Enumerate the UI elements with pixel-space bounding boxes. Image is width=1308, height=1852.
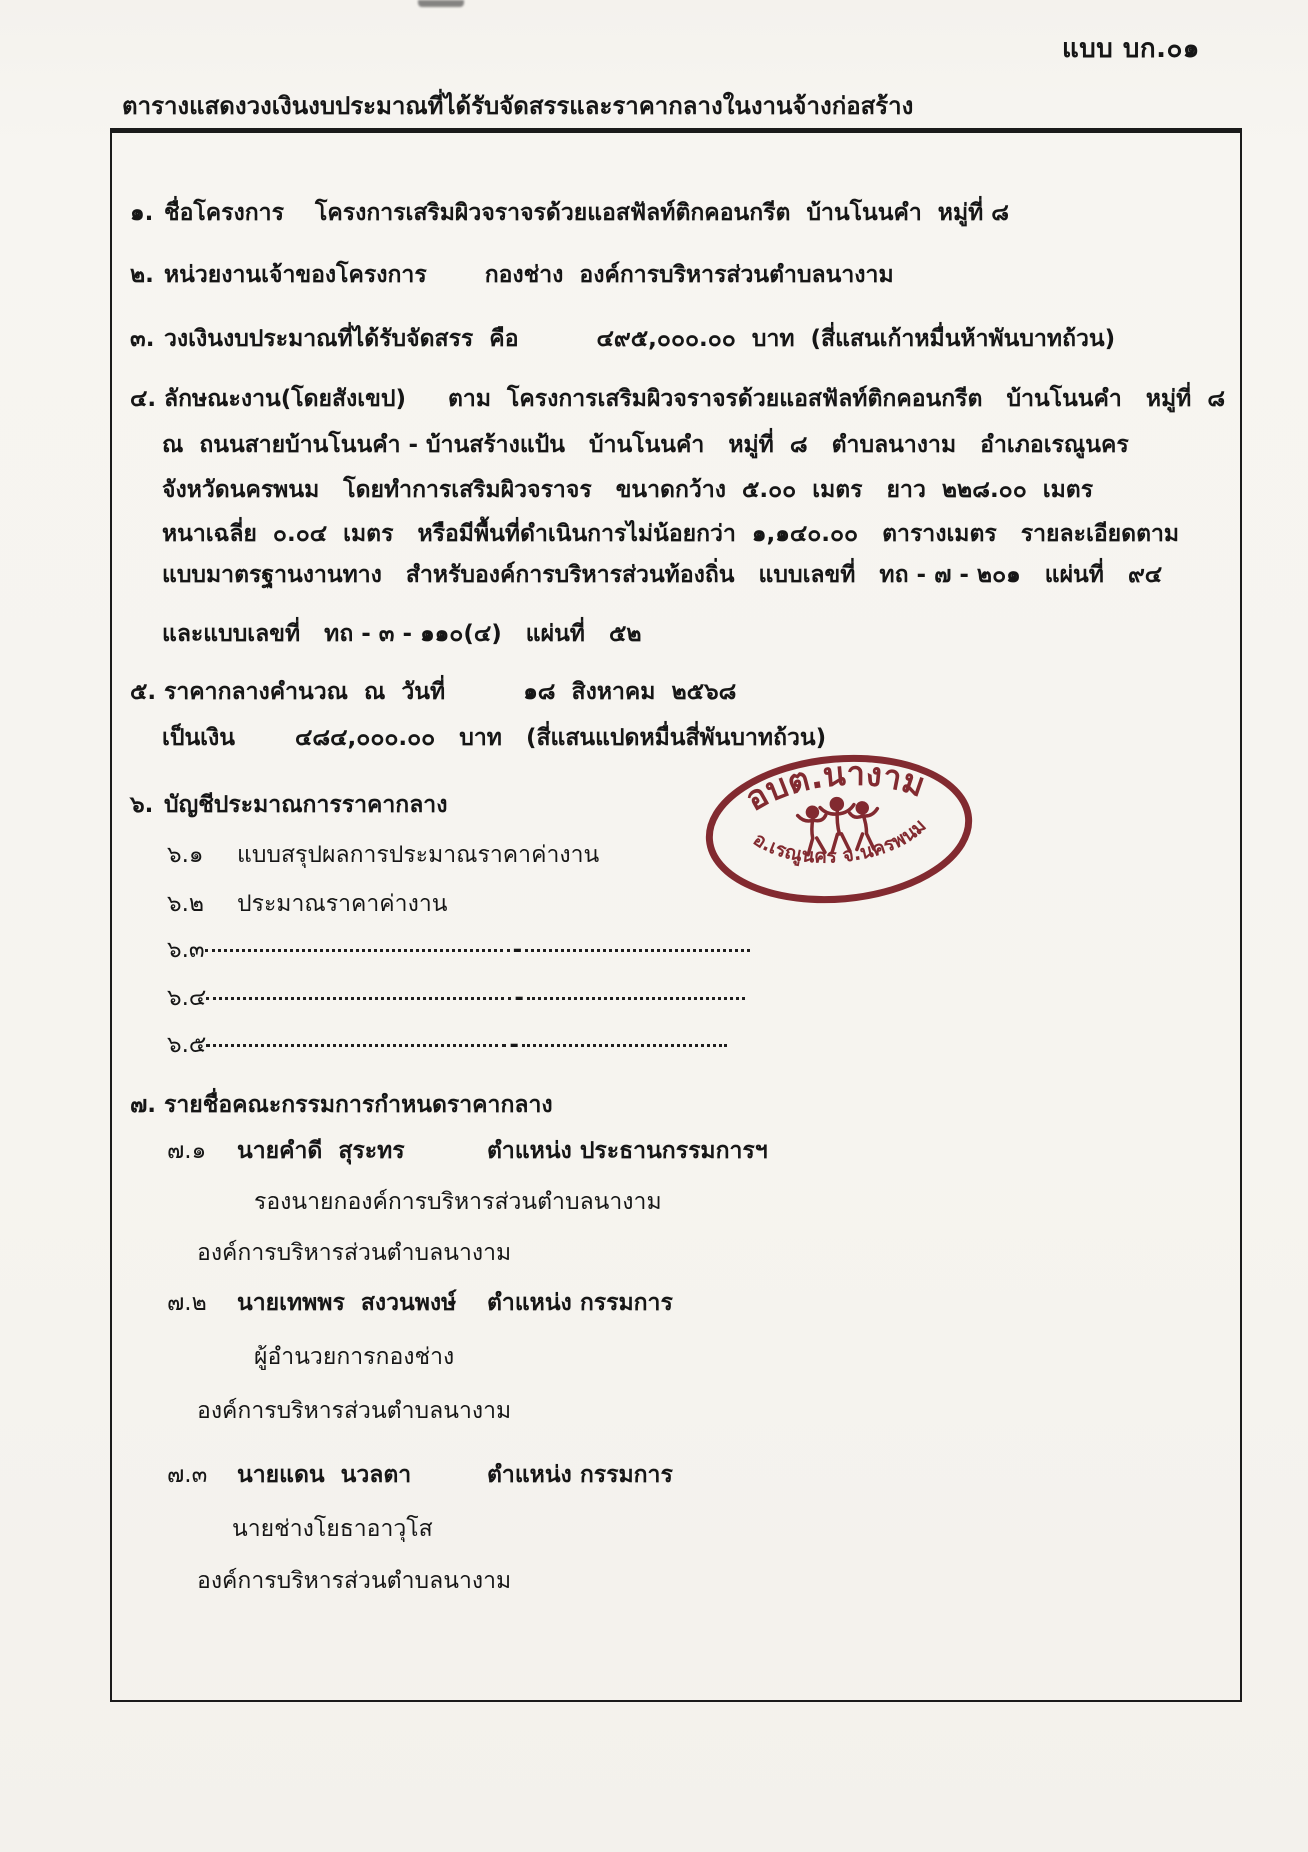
form-code-label: แบบ บก.๐๑ (1062, 34, 1200, 64)
owner-agency-row (130, 261, 894, 290)
sub2-number: ๖.๒ (167, 891, 205, 917)
item7-number: ๗. (130, 1092, 157, 1118)
member2-name: นายเทพพร สงวนพงษ์ (237, 1290, 457, 1316)
dotted-line (206, 1042, 506, 1047)
project-name-value: โครงการเสริมผิวจราจรด้วยแอสฟัลท์ติกคอนกรีต บ้านโนนคำ หมู่ที่ ๘ (315, 200, 1010, 226)
dotted-line (205, 947, 510, 952)
stamp-top-text: อบต.นางาม (738, 753, 931, 819)
dotted-line (527, 995, 745, 1000)
main-border-box (110, 128, 1242, 1702)
work-description-line5: แบบมาตรฐานงานทาง สำหรับองค์การบริหารส่วนท้องถิ่น แบบเลขที่ ทถ - ๗ - ๒๐๑ แผ่นที่ ๙๔ (162, 562, 1163, 588)
work-description-line1: ตาม โครงการเสริมผิวจราจรด้วยแอสฟัลท์ติกคอนกรีต บ้านโนนคำ หมู่ที่ ๘ (447, 386, 1226, 412)
member3-org: องค์การบริหารส่วนตำบลนางาม (197, 1568, 512, 1594)
member2-org: องค์การบริหารส่วนตำบลนางาม (197, 1398, 512, 1424)
estimate-sub2-row (167, 890, 447, 919)
member1-number: ๗.๑ (167, 1138, 207, 1164)
work-description-line4-row (162, 520, 1179, 549)
budget-amount-row (130, 325, 1115, 354)
estimate-sub4-row (167, 984, 745, 1013)
sub4-value: - (514, 985, 524, 1011)
member2-title: ผู้อำนวยการกองช่าง (254, 1344, 455, 1370)
item2-label: หน่วยงานเจ้าของโครงการ (164, 262, 427, 288)
work-description-line6: และแบบเลขที่ ทถ - ๓ - ๑๑๐(๔) แผ่นที่ ๕๒ (162, 621, 642, 647)
member1-org: องค์การบริหารส่วนตำบลนางาม (197, 1240, 512, 1266)
sub4-number: ๖.๔ (167, 985, 207, 1011)
committee-member1-row (167, 1137, 768, 1166)
item3-label: วงเงินงบประมาณที่ได้รับจัดสรร คือ (164, 326, 519, 352)
median-price-amount-value: ๔๘๔,๐๐๐.๐๐ บาท (สี่แสนแปดหมื่นสี่พันบาทถ้วน) (295, 725, 827, 751)
sub5-value: - (509, 1032, 519, 1058)
member1-name: นายคำดี สุระทร (237, 1138, 405, 1164)
sub2-text: ประมาณราคาค่างาน (237, 891, 448, 917)
item3-number: ๓. (130, 326, 155, 352)
member3-number: ๗.๓ (167, 1462, 208, 1488)
work-description-line5-row (162, 561, 1162, 590)
committee-member3-org-row (197, 1567, 511, 1596)
position-label: ตำแหน่ง (487, 1462, 580, 1488)
sub5-number: ๖.๕ (167, 1032, 207, 1058)
item6-label: บัญชีประมาณการราคากลาง (164, 792, 448, 818)
work-description-line2: ณ ถนนสายบ้านโนนคำ - บ้านสร้างแป้น บ้านโนนคำ หมู่ที่ ๘ ตำบลนางาม อำเภอเรณูนคร (162, 432, 1129, 458)
member2-number: ๗.๒ (167, 1290, 207, 1316)
estimate-sub5-row (167, 1031, 727, 1060)
work-description-line3: จังหวัดนครพนม โดยทำการเสริมผิวจราจร ขนาดกว้าง ๕.๐๐ เมตร ยาว ๒๒๘.๐๐ เมตร (162, 477, 1094, 503)
item4-label: ลักษณะงาน(โดยสังเขป) (164, 386, 406, 412)
budget-amount-value: ๔๙๕,๐๐๐.๐๐ บาท (สี่แสนเก้าหมื่นห้าพันบาทถ้วน) (596, 326, 1116, 352)
estimate-account-header-row (130, 791, 447, 820)
member1-title: รองนายกองค์การบริหารส่วนตำบลนางาม (254, 1189, 662, 1215)
committee-member3-row (167, 1461, 673, 1490)
committee-member2-org-row (197, 1397, 511, 1426)
committee-member1-title-row (254, 1188, 662, 1217)
member3-title: นายช่างโยธาอาวุโส (232, 1516, 433, 1542)
member3-name: นายแดน นวลตา (237, 1462, 412, 1488)
owner-agency-value: กองช่าง องค์การบริหารส่วนตำบลนางาม (484, 262, 894, 288)
sub1-number: ๖.๑ (167, 842, 204, 868)
sub3-value: - (512, 937, 523, 963)
member3-position: กรรมการ (579, 1462, 673, 1488)
member2-position: กรรมการ (579, 1290, 673, 1316)
position-label: ตำแหน่ง (487, 1290, 580, 1316)
median-price-amount-row (162, 724, 826, 753)
committee-member2-row (167, 1289, 673, 1318)
page-title: ตารางแสดงวงเงินงบประมาณที่ได้รับจัดสรรและราคากลางในงานจ้างก่อสร้าง (122, 92, 914, 120)
stamp-bottom-text: อ.เรณูนคร จ.นครพนม (749, 814, 931, 868)
median-price-date-value: ๑๘ สิงหาคม ๒๕๖๘ (523, 679, 737, 705)
sub3-number: ๖.๓ (167, 937, 205, 963)
work-description-line4: หนาเฉลี่ย ๐.๐๔ เมตร หรือมีพื้นที่ดำเนินการไม่น้อยกว่า ๑,๑๔๐.๐๐ ตารางเมตร รายละเอียดตาม (162, 521, 1180, 547)
committee-member1-org-row (197, 1239, 511, 1268)
work-description-line2-row (162, 431, 1129, 460)
project-name-row (130, 199, 1009, 228)
item6-number: ๖. (130, 792, 154, 818)
amount-label: เป็นเงิน (162, 725, 235, 751)
estimate-sub3-row (167, 936, 750, 965)
member1-position: ประธานกรรมการฯ (579, 1138, 768, 1164)
item7-label: รายชื่อคณะกรรมการกำหนดราคากลาง (164, 1092, 553, 1118)
committee-header-row (130, 1091, 553, 1120)
committee-member3-title-row (232, 1515, 433, 1544)
item1-label: ชื่อโครงการ (164, 200, 284, 226)
work-description-line6-row (162, 620, 642, 649)
item1-number: ๑. (130, 200, 154, 226)
work-description-row (130, 385, 1225, 414)
sub1-text: แบบสรุปผลการประมาณราคาค่างาน (237, 842, 600, 868)
median-price-date-row (130, 678, 736, 707)
item5-label: ราคากลางคำนวณ ณ วันที่ (164, 679, 446, 705)
item2-number: ๒. (130, 262, 154, 288)
item4-number: ๔. (130, 386, 157, 412)
scan-artifact (418, 0, 464, 7)
dotted-line (206, 995, 511, 1000)
committee-member2-title-row (254, 1343, 454, 1372)
official-stamp (691, 736, 986, 922)
dotted-line (522, 1042, 727, 1047)
work-description-line3-row (162, 476, 1093, 505)
estimate-sub1-row (167, 841, 599, 870)
position-label: ตำแหน่ง (487, 1138, 580, 1164)
dotted-line (525, 947, 750, 952)
item5-number: ๕. (130, 679, 157, 705)
